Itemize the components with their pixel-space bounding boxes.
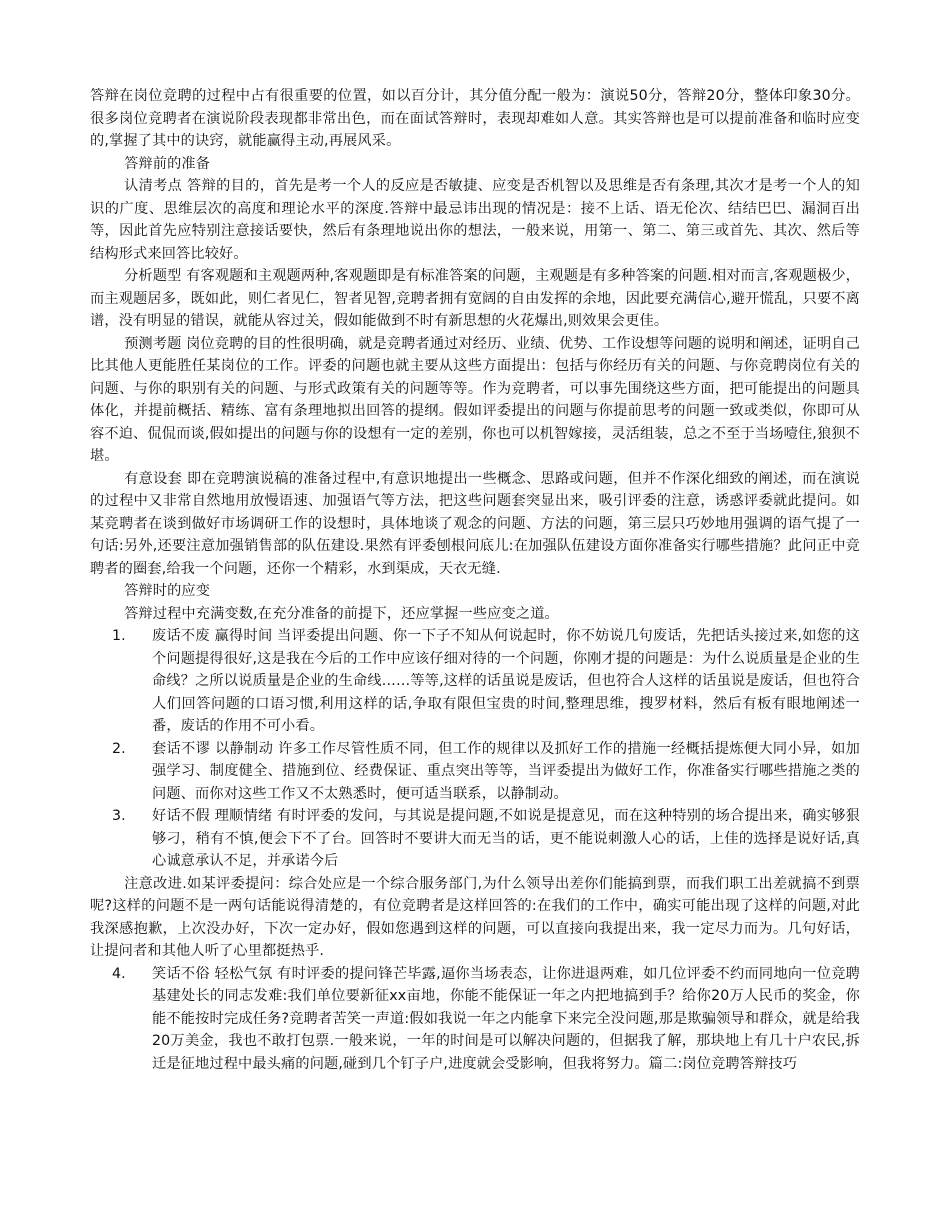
prep-text: 有客观题和主观题两种,客观题即是有标准答案的问题，主观题是有多种答案的问题.相对而言,客观题极少，而主观题居多，既如此，则仁者见仁，智者见智,竞聘者拥有宽阔的自由发挥的余地，因此要充满信心,避开慌乱，只要不离谱，没有明显的错误，就能从容过关，假如能做到不时有新思想的火花爆出,则效果会更佳。: [90, 268, 860, 329]
prep-lead: 分析题型: [124, 268, 182, 284]
list-number: 1.: [112, 628, 126, 644]
list-text: 好话不假 理顺情绪 有时评委的发问，与其说是提问题,不如说是提意见，而在这种特别的场合提出来，确实够狠够刁，稍有不慎,便会下不了台。回答时不要讲大而无当的话，更不能说刺激人心的话，上佳的选择是说好话,真心诚意承认不足，并承诺今后: [152, 808, 860, 869]
list-text: 笑话不俗 轻松气氛 有时评委的提问锋芒毕露,逼你当场表态，让你进退两难，如几位评委不约而同地向一位竞聘基建处长的同志发难:我们单位要新征xx亩地，你能不能保证一年之内把地搞到手？给你20万人民币的奖金，你能不能按时完成任务?竞聘者苦笑一声道:假如我说一年之内能拿下来完全没问题,那是欺骗领导和群众，就是给我20万美金，我也不敢打包票.一般来说，一年的时间是可以解决问题的，但据我了解，那块地上有几十户农民,拆迁是征地过程中最头痛的问题,碰到几个钉子户,进度就会受影响，但我将努力。篇二:岗位竞聘答辩技巧: [152, 965, 860, 1072]
list-text: 废话不废 赢得时间 当评委提出问题、你一下子不知从何说起时，你不妨说几句废话，先把话头接过来,如您的这个问题提得很好,这是我在今后的工作中应该仔细对待的一个问题，你刚才提的问题是：为什么说质量是企业的生命线？之所以说质量是企业的生命线……等等,这样的话虽说是废话，但也符合人这样的话虽说是废话，但也符合人们回答问题的口语习惯,利用这样的话,争取有限但宝贵的时间,整理思维，搜罗材料，然后有板有眼地阐述一番，废话的作用不可小看。: [152, 628, 860, 734]
section-heading-response: 答辩时的应变: [124, 583, 211, 599]
prep-paragraph-4: [90, 468, 860, 581]
prep-text: 即在竞聘演说稿的准备过程中,有意识地提出一些概念、思路或问题，但并不作深化细致的阐述，而在演说的过程中又非常自然地用放慢语速、加强语气等方法，把这些问题套突显出来，吸引评委的注意，诱惑评委就此提问。如某竞聘者在谈到做好市场调研工作的设想时，具体地谈了观念的问题、方法的问题，第三层只巧妙地用强调的语气提了一句话:另外,还要注意加强销售部的队伍建设.果然有评委刨根问底儿:在加强队伍建设方面你准备实行哪些措施？此问正中竞聘者的圈套,给我一个问题，还你一个精彩，水到渠成，天衣无缝.: [90, 470, 860, 577]
intro-paragraph: 答辩在岗位竞聘的过程中占有很重要的位置，如以百分计，其分值分配一般为：演说50分，答辩20分，整体印象30分。很多岗位竞聘者在演说阶段表现都非常出色，而在面试答辩时，表现却难如人意。其实答辩也是可以提前准备和临时应变的,掌握了其中的诀窍，就能赢得主动,再展风采。: [90, 88, 860, 149]
list-item: [90, 625, 860, 738]
list-text: 套话不谬 以静制动 许多工作尽管性质不同，但工作的规律以及抓好工作的措施一经概括提炼便大同小异，如加强学习、制度健全、措施到位、经费保证、重点突出等等，当评委提出为做好工作，你准备实行哪些措施之类的问题、而你对这些工作又不太熟悉时，便可适当联系，以静制动。: [152, 740, 860, 802]
list-number: 2.: [112, 740, 126, 757]
list-item: [90, 805, 860, 873]
list-number: 3.: [112, 808, 126, 824]
prep-text: 岗位竞聘的目的性很明确，就是竞聘者通过对经历、业绩、优势、工作设想等问题的说明和阐述，证明自己比其他人更能胜任某岗位的工作。评委的问题也就主要从这些方面提出：包括与你经历有关的问题、与你竞聘岗位有关的问题、与你的职别有关的问题、与形式政策有关的问题等等。作为竞聘者，可以事先围绕这些方面，把可能提出的问题具体化，并提前概括、精练、富有条理地拟出回答的提纲。假如评委提出的问题与你提前思考的问题一致或类似，你即可从容不迫、侃侃而谈,假如提出的问题与你的设想有一定的差别，你也可以机智嫁接，灵活组装，总之不至于当场噎住,狼狈不堪。: [90, 335, 860, 464]
prep-text: 答辩的目的，首先是考一个人的反应是否敏捷、应变是否机智以及思维是否有条理,其次才是考一个人的知识的广度、思维层次的高度和理论水平的深度.答辩中最忌讳出现的情况是：接不上话、语无伦次、结结巴巴、漏洞百出等，因此首先应特别注意接话要快，然后有条理地说出你的想法，一般来说，用第一、第二、第三或首先、其次、然后等结构形式来回答比较好。: [90, 178, 860, 262]
response-intro: 答辩过程中充满变数,在充分准备的前提下，还应掌握一些应变之道。: [124, 605, 559, 622]
note-paragraph: 注意改进.如某评委提问：综合处应是一个综合服务部门,为什么领导出差你们能搞到票，而我们职工出差就搞不到票呢?这样的问题不是一两句话能说得清楚的，有位竞聘者是这样回答的:在我们的工作中，确实可能出现了这样的问题,对此我深感抱歉，上次没办好，下次一定办好，假如您遇到这样的问题，可以直接向我提出来，我一定尽力而为。几句好话，让提问者和其他人听了心里都挺热乎.: [90, 875, 860, 959]
prep-lead: 预测考题: [124, 335, 182, 352]
section-heading-prep: 答辩前的准备: [124, 155, 211, 172]
list-item: [90, 738, 860, 806]
list-number: 4.: [112, 965, 126, 982]
prep-lead: 有意设套: [124, 470, 183, 487]
prep-paragraph-2: [90, 265, 860, 333]
prep-paragraph-1: [90, 175, 860, 265]
prep-lead: 认清考点: [124, 178, 183, 194]
prep-paragraph-3: [90, 333, 860, 468]
list-item: [90, 963, 860, 1076]
